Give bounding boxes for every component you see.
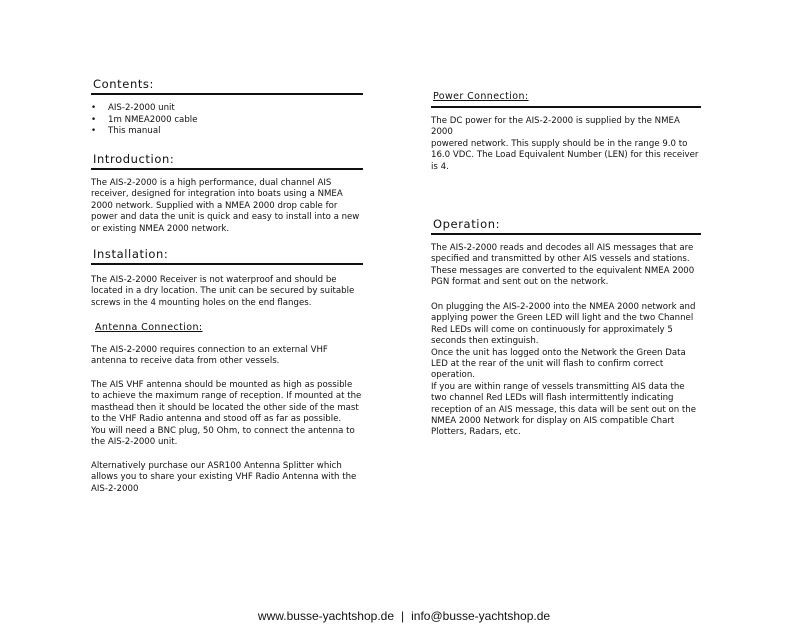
list-item: • AIS-2-2000 unit: [91, 103, 175, 113]
bullet-icon: •: [91, 114, 97, 125]
power-rule: [431, 106, 701, 108]
list-item: • This manual: [91, 126, 161, 137]
introduction-text: The AIS-2-2000 is a high performance, dual channel AIS receiver, designed for integration into boats using a NMEA 2000 network. Supplied with a NMEA 2000 drop cable for power and data the unit is quick and easy to install into a new or existing NMEA 2000 network.: [91, 178, 360, 234]
email-link[interactable]: info@busse-yachtshop.de: [411, 609, 551, 623]
operation-rule: [431, 233, 701, 235]
installation-text: The AIS-2-2000 Receiver is not waterproof and should be located in a dry location. The unit can be secured by suitable screws in the 4 mounting holes on the end flanges.: [91, 275, 355, 308]
bullet-icon: •: [91, 103, 97, 113]
website-link[interactable]: www.busse-yachtshop.de: [257, 609, 394, 623]
antenna-text-1: The AIS-2-2000 requires connection to an external VHF antenna to receive data from other vessels.: [91, 345, 328, 367]
installation-rule: [91, 263, 363, 265]
bullet-icon: •: [91, 126, 97, 137]
antenna-text-2: The AIS VHF antenna should be mounted as high as possible to achieve the maximum range of reception. If mounted at the masthead then it should be located the other side of the mast to the VHF Radio antenna and stood off as far as possible. You will need a BNC plug, 50 Ohm, to connect the antenna to the AIS-2-2000 unit.: [91, 380, 362, 448]
operation-heading: Operation:: [433, 217, 501, 231]
operation-text-2: On plugging the AIS-2-2000 into the NMEA 2000 network and applying power the Green LED will light and the two Channel Red LEDs will come on continuously for approximately 5 seconds then extinguish. Once the unit has logged onto the Network the Green Data LED at the rear of the unit will flash to confirm correct operation. If you are within range of vessels transmitting AIS data the two channel Red LEDs will flash intermittently indicating reception of an AIS message, this data will be sent out on the NMEA 2000 Network for display on AIS compatible Chart Plotters, Radars, etc.: [431, 302, 696, 438]
power-text: The DC power for the AIS-2-2000 is supplied by the NMEA 2000 powered network. This supply should be in the range 9.0 to 16.0 VDC. The Load Equivalent Number (LEN) for this receiver is 4.: [431, 116, 699, 172]
introduction-rule: [91, 168, 363, 170]
installation-heading: Installation:: [93, 247, 169, 261]
list-item: • 1m NMEA2000 cable: [91, 114, 198, 125]
antenna-text-3: Alternatively purchase our ASR100 Antenna Splitter which allows you to share your existing VHF Radio Antenna with the AIS-2-2000: [91, 461, 357, 494]
introduction-heading: Introduction:: [93, 152, 175, 166]
contents-rule: [91, 93, 363, 95]
contents-heading: Contents:: [93, 77, 155, 91]
antenna-connection-heading: Antenna Connection:: [95, 322, 203, 333]
footer-separator: |: [401, 609, 405, 623]
power-connection-heading: Power Connection:: [433, 91, 529, 102]
operation-text-1: The AIS-2-2000 reads and decodes all AIS messages that are specified and transmitted by other AIS vessels and stations. These messages are converted to the equivalent NMEA 2000 PGN format and sent out on the network.: [431, 243, 695, 288]
contents-list: [91, 103, 197, 138]
footer: [0, 609, 808, 623]
